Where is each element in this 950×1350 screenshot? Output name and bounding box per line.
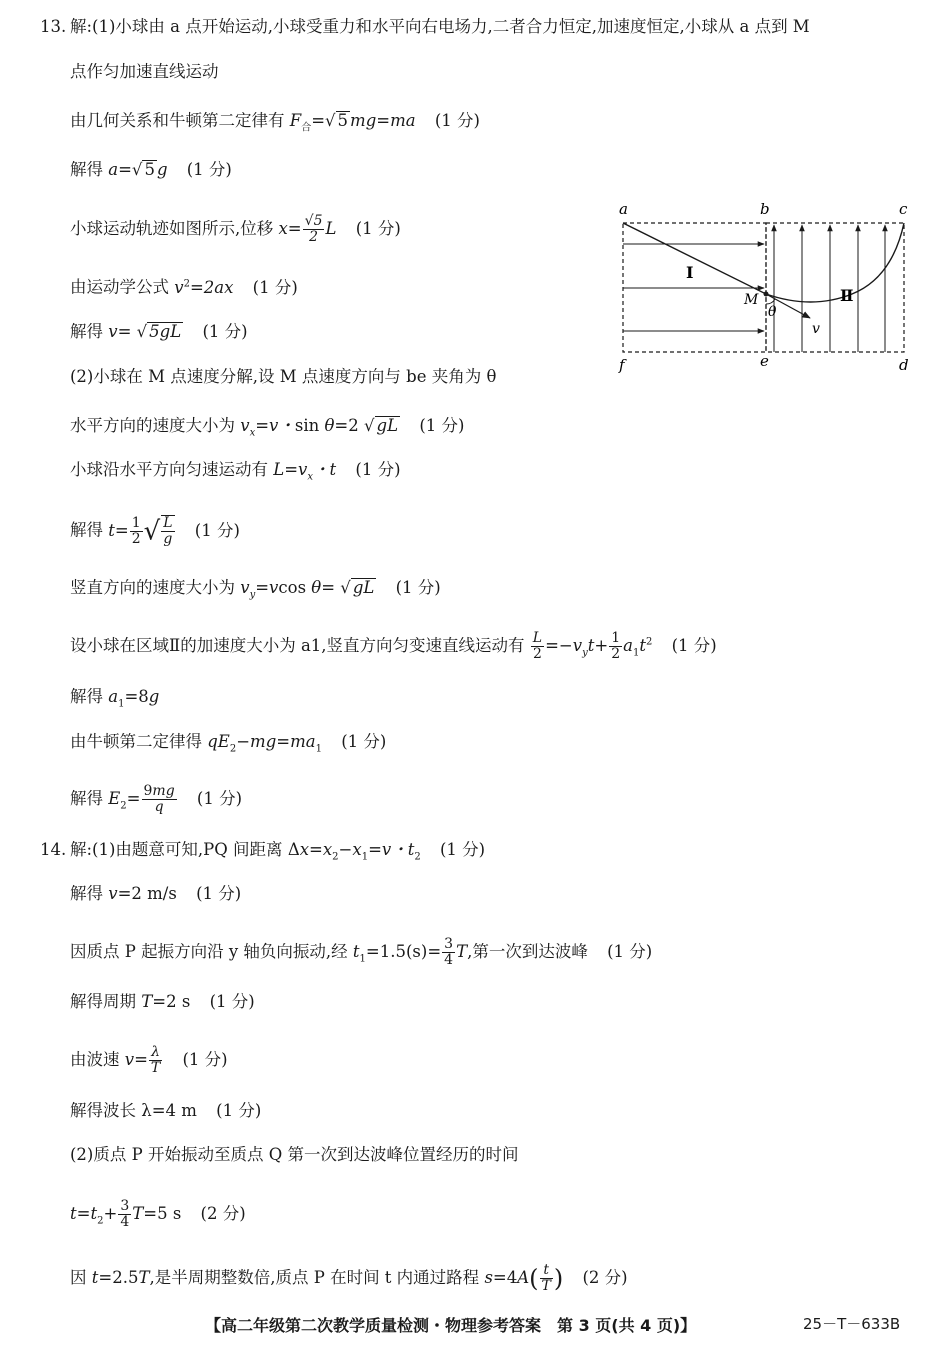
label-f: f [619,356,625,374]
q14-line9-formula-a: t=2.5T [91,1268,150,1287]
q14-line1-formula: $\Delta x=x_2-x_1=v$・$t_2$ [287,840,421,863]
q13-line13 [70,631,717,664]
score: (1 分) [209,992,255,1011]
q13-line9-formula: $v_x=v$・sin θ=2 √ gL [240,416,399,439]
footer-title: 【高二年级第二次教学质量检测・物理参考答案 第 3 页(共 4 页)】 [205,1316,697,1335]
q14-line4 [70,991,255,1013]
q14-line2 [70,883,241,905]
score: (1 分) [194,520,240,540]
q14-line5-formula: v= $\frac{\lambda}{T}$ [124,1044,161,1076]
score: (1 分) [216,1101,262,1120]
q13-line9-text: 水平方向的速度大小为 [70,416,235,435]
q14-line8 [70,1199,246,1232]
q13-line4 [70,159,232,181]
score: (1 分) [196,884,242,903]
q14-line2-formula: v=2 m/s [108,884,177,903]
label-c: c [899,200,908,218]
score: (1 分) [671,636,717,655]
q14-line4-text: 解得周期 [70,992,136,1011]
score: (1 分) [341,732,387,751]
q13-line6-formula: $v^2=2ax$ [174,277,234,297]
q14-line8-formula: $t=t_2+$ $\frac{3}{4}$ T=5 s [70,1198,182,1230]
score: (1 分) [202,322,248,341]
q13-line4-formula: a=√ 5 g [108,160,168,179]
q14-line3-formula: $t_1=1.5(s)=$ $\frac{3}{4}$ T [352,936,468,968]
q13-line7 [70,321,248,343]
q14-line5-text: 由波速 [70,1050,120,1069]
label-region1: Ⅰ [686,263,694,282]
q13-line15-formula: $qE_2-mg=ma_1$ [207,732,322,755]
q13-line14-formula: $a_1=8g$ [108,687,160,710]
q13-line10-formula: $L=v_x$・t [273,460,337,483]
q13-line16-formula: $E_2=$ $\frac{9mg}{q}$ [108,783,175,815]
score: (1 分) [439,840,486,859]
q13-line12-formula: $v_y=vcos$ θ= √ gL [240,578,375,601]
q13-line16 [70,784,242,817]
q14-line6-text: 解得波长 [70,1101,136,1120]
label-e: e [760,352,769,370]
q13-line14 [70,686,159,715]
q13-line16-text: 解得 [70,789,103,808]
label-a: a [619,200,628,218]
q13-line14-text: 解得 [70,687,103,706]
q14-line9 [70,1263,628,1294]
q14-line9-text-a: 因 [70,1268,87,1287]
q14-line9-text-b: ,是半周期整数倍,质点 P 在时间 t 内通过路程 [149,1268,480,1287]
q13-line15 [70,731,386,760]
q13-line7-formula: v= √ 5gL [108,322,182,341]
q13-line9 [70,415,464,444]
score: (1 分) [434,111,480,130]
q13-line12-text: 竖直方向的速度大小为 [70,578,235,597]
q13-line3-formula: $F_合=√$ 5 mg=ma [289,111,416,134]
label-M: M [744,292,759,308]
q13-line10-text: 小球沿水平方向匀速运动有 [70,460,268,479]
q13-line13-formula: $\frac{L}{2}$ $=-v_yt+$ $\frac{1}{2}$ $a_1t^2$ [532,630,653,662]
q13-line15-text: 由牛顿第二定律得 [70,732,202,751]
q13-line6-text: 由运动学公式 [70,277,169,297]
footer-code: 25－T－633B [803,1315,901,1333]
trajectory-parabola [766,223,904,302]
score: (2 分) [200,1204,246,1223]
q13-line5-formula: x= $\frac{√5}{2}$ L [278,213,337,245]
q13-line12 [70,577,441,606]
label-theta: θ [768,304,777,320]
q13-line5 [70,214,401,245]
trajectory-straight [623,223,766,294]
label-d: d [899,356,909,374]
label-b: b [760,200,770,218]
q13-number: 13. [40,17,67,36]
score: (1 分) [355,460,401,479]
q13-line2: 点作匀加速直线运动 [70,62,219,81]
q13-line11 [70,515,240,547]
q14-line6 [70,1100,261,1122]
score: (1 分) [607,942,653,961]
q13-line10 [70,459,401,488]
score: (1 分) [395,578,441,597]
q13-line3 [70,110,480,139]
q14-line6-formula: λ=4 m [141,1101,197,1120]
region2-box [766,223,904,352]
score: (1 分) [419,416,465,435]
q14-line3 [70,937,652,970]
trajectory-diagram [612,200,912,375]
score: (1 分) [252,277,298,297]
score: (1 分) [186,160,232,179]
q14-line4-formula: T=2 s [141,992,191,1011]
label-region2: Ⅱ [840,286,854,305]
q14-line9-formula-b: s=4A( $\frac{t}{T}$ ) [484,1262,564,1294]
q13-line7-text: 解得 [70,322,103,341]
score: (1 分) [355,219,401,238]
q14-line1-text: 解:(1)由题意可知,PQ 间距离 [70,840,283,859]
q14-line3-text-a: 因质点 P 起振方向沿 y 轴负向振动,经 [70,942,348,961]
score: (1 分) [182,1050,228,1069]
q14-line7: (2)质点 P 开始振动至质点 Q 第一次到达波峰位置经历的时间 [70,1145,519,1164]
q13-line8: (2)小球在 M 点速度分解,设 M 点速度方向与 be 夹角为 θ [70,367,497,386]
q13-line11-formula: t= $\frac{1}{2}$ √ $\frac{L}{g}$ [108,514,173,547]
q13-line3-text: 由几何关系和牛顿第二定律有 [70,111,285,130]
score: (1 分) [196,789,243,808]
q14-line3-text-b: ,第一次到达波峰 [467,942,588,961]
score: (2 分) [582,1268,628,1287]
q13-line4-text: 解得 [70,160,103,179]
q13-line13-text: 设小球在区域Ⅱ的加速度大小为 a1,竖直方向匀变速直线运动有 [70,636,525,655]
q13-line1-text: 解:(1)小球由 a 点开始运动,小球受重力和水平向右电场力,二者合力恒定,加速度恒定,小球从 a 点到 M [70,17,810,36]
point-M [764,292,769,297]
q13-line5-text: 小球运动轨迹如图所示,位移 [70,219,274,238]
q14-line2-text: 解得 [70,884,103,903]
q14-line5 [70,1045,228,1076]
q13-line6 [70,273,298,299]
q13-line11-text: 解得 [70,520,103,540]
q14-number: 14. [40,840,67,859]
label-v: v [812,321,820,337]
